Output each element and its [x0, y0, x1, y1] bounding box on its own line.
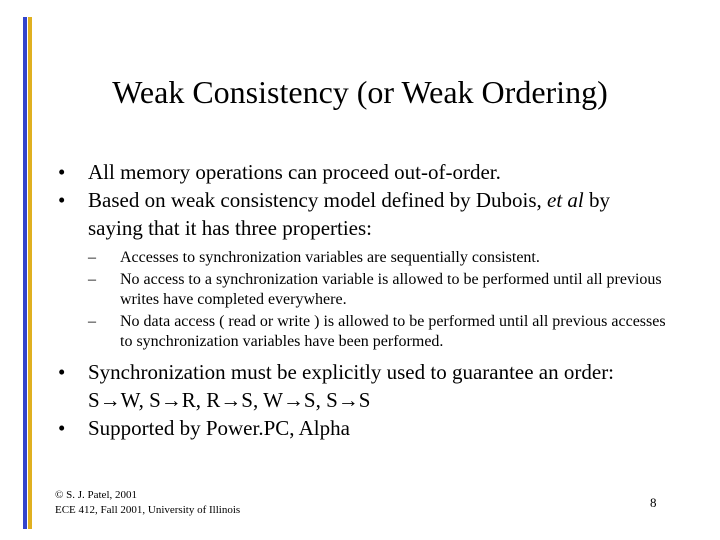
sub-bullet-text: Accesses to synchronization variables are sequentially consistent.: [120, 249, 540, 266]
bullet-marker: •: [58, 160, 66, 184]
bullet-text-part: by saying that it has three properties:: [88, 188, 610, 240]
bullet-list: [58, 158, 668, 442]
bullet-marker: •: [58, 188, 66, 212]
dash-marker: –: [88, 249, 96, 266]
dash-marker: –: [88, 271, 96, 288]
bullet-item: [58, 358, 668, 414]
bullet-marker: •: [58, 360, 66, 384]
sub-bullet-item: [88, 248, 668, 268]
bullet-text: [88, 186, 668, 242]
footer-copyright: © S. J. Patel, 2001: [55, 489, 138, 501]
page-number: 8: [650, 495, 657, 510]
bullet-item: [58, 186, 668, 242]
sub-bullet-text: No access to a synchronization variable is allowed to be performed until all previous writes have completed everywhere.: [120, 271, 662, 308]
footer-course: ECE 412, Fall 2001, University of Illinois: [55, 504, 241, 516]
sub-bullet-item: [88, 312, 668, 352]
bullet-text-part: Based on weak consistency model defined by Dubois,: [88, 188, 547, 212]
bullet-text: Supported by Power.PC, Alpha: [88, 416, 350, 440]
dash-marker: –: [88, 313, 96, 330]
bullet-item: [58, 414, 668, 442]
sub-bullet-text: No data access ( read or write ) is allowed to be performed until all previous accesses to synchronization variables have been performed.: [120, 313, 666, 350]
sub-bullet-item: [88, 270, 668, 310]
bullet-text: All memory operations can proceed out-of-order.: [88, 160, 501, 184]
bullet-text: Synchronization must be explicitly used to guarantee an order: S→W, S→R, R→S, W→S, S→S: [88, 360, 615, 412]
footer-credits: [55, 488, 240, 518]
bullet-marker: •: [58, 416, 66, 440]
sub-bullet-list: [88, 248, 668, 352]
slide-title: Weak Consistency (or Weak Ordering): [112, 74, 608, 110]
bullet-item: [58, 158, 668, 186]
bullet-text-italic: et al: [547, 188, 584, 212]
